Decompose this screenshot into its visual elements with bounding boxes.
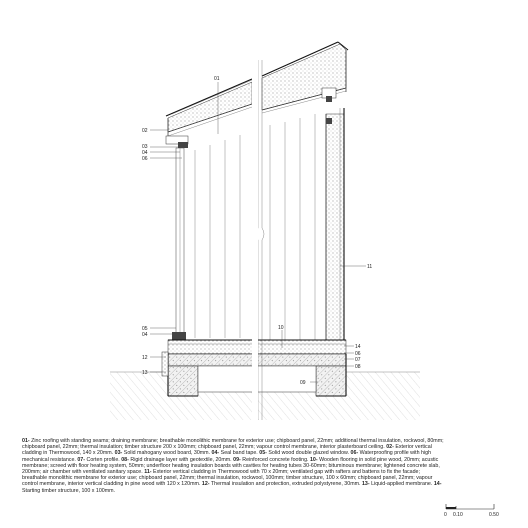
legend-item-04: 04- Seal band tape. (211, 450, 260, 457)
roof-right (262, 42, 348, 113)
callout-13: 13 (142, 370, 148, 376)
callout-06: 06 (142, 156, 148, 162)
right-wall (326, 108, 344, 342)
legend-item-09: 09- Reinforced concrete footing. (233, 456, 310, 463)
left-window-wall (172, 135, 240, 342)
callout-01: 01 (214, 76, 220, 82)
legend-item-02: 02- Exterior vertical cladding in Thermowood, 140 x 20mm. (22, 444, 432, 457)
legend-item-05: 05- Solid wood double glazed window. (259, 450, 351, 457)
callout-03: 03 (142, 144, 148, 150)
callout-08: 08 (355, 364, 361, 370)
roof-left (166, 79, 252, 148)
callout-07: 07 (355, 357, 361, 363)
legend-item-10: 10- Wooden flooring in solid pine wood, 20mm; acustic membrane; screed with floor heating system, 50mm; underfloor heating insulation boards with cavities for heating tubes 30-60mm; bituminous membrane; lightened concrete slab, 200mm; air chamber with ventilated sanitary space. (22, 456, 440, 476)
callout-02: 02 (142, 128, 148, 134)
legend-item-01: 01- Zinc roofing with standing seams; draining membrane; breathable monolithic membrane for exterior use; chipboard panel, 22mm; additional thermal insulation, rockwool, 80mm; chipboard panel, 22mm; thermal insulation; timber structure 200 x 100mm; chipboard panel, 22mm; vapour control membrane, interior plasterboard ceiling. (22, 438, 444, 451)
callout-06-lower: 06 (355, 351, 361, 357)
legend-item-07: 07- Corten profile. (77, 456, 122, 463)
scale-bar (444, 498, 506, 518)
callout-14: 14 (355, 344, 361, 350)
callout-05: 05 (142, 326, 148, 332)
scale-label-0: 0 (444, 512, 447, 518)
legend-item-12: 12- Thermal insulation and protection, extruded polystyrene, 30mm. (201, 481, 362, 488)
legend-item-13: 13- Liquid-applied membrane. (361, 481, 434, 488)
callout-10: 10 (278, 325, 284, 331)
callout-04: 04 (142, 150, 148, 156)
legend-item-11: 11- Exterior vertical cladding in Thermowood with 70 x 20mm; ventilated gap with rafters and battens to fix the facade; breathable monolithic membrane for exterior use; chipboard panel, 22mm; thermal insulation, rockwool, 100mm; timber structure, 100 x 60mm; chipboard panel, 22mm; vapour control membrane, interior vertical cladding in pine wood with 120 x 120mm. (22, 469, 433, 488)
callout-04-lower: 04 (142, 332, 148, 338)
callout-12: 12 (142, 355, 148, 361)
legend-item-08: 08- Rigid drainage layer with geotextile, 20mm. (121, 456, 234, 463)
legend-text (22, 438, 446, 494)
legend-item-03: 03- Solid mahogany wood board, 30mm. (114, 450, 212, 457)
legend-item-06: 06- Waterproofing profile with high mechanical resistance. (22, 450, 432, 463)
callout-09: 09 (300, 380, 306, 386)
scale-label-050: 0.50 (489, 512, 499, 518)
callout-11: 11 (367, 264, 373, 270)
interior-lines (270, 114, 315, 340)
scale-label-010: 0.10 (453, 512, 463, 518)
legend-item-14: 14- Starting timber structure, 100 x 100mm. (22, 481, 442, 494)
